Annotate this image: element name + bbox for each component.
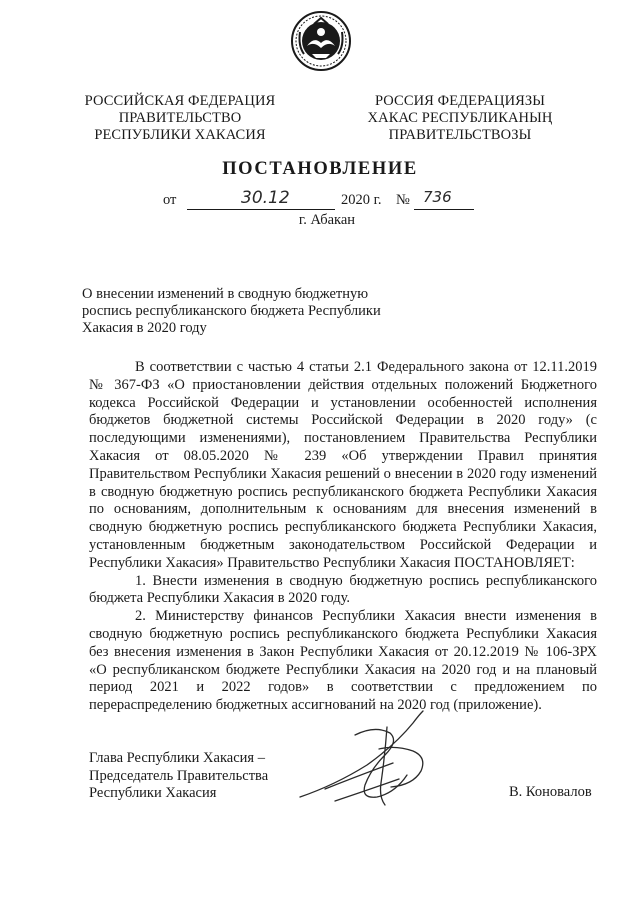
- body-paragraph-item-1: 1. Внести изменения в сводную бюджетную роспись республиканского бюджета Республики Хакасия в 2020 году.: [89, 572, 597, 607]
- handwritten-number: 736: [423, 188, 452, 206]
- year-text: 2020 г.: [341, 192, 382, 208]
- signatory-title-line-3: Республики Хакасия: [89, 785, 217, 801]
- document-type-title: ПОСТАНОВЛЕНИЕ: [222, 159, 418, 179]
- header-right-line-2: ХАКАС РЕСПУБЛИКАНЫҢ: [367, 110, 553, 126]
- signatory-title-line-1: Глава Республики Хакасия –: [89, 750, 265, 766]
- header-left-line-1: РОССИЙСКАЯ ФЕДЕРАЦИЯ: [84, 93, 276, 109]
- header-left-line-2: ПРАВИТЕЛЬСТВО: [118, 110, 242, 126]
- city-line: г. Абакан: [298, 212, 356, 228]
- header-left-line-3: РЕСПУБЛИКИ ХАКАСИЯ: [94, 127, 266, 143]
- header-right-line-1: РОССИЯ ФЕДЕРАЦИЯЗЫ: [374, 93, 546, 109]
- body-paragraph-preamble: В соответствии с частью 4 статьи 2.1 Федерального закона от 12.11.2019 № 367-ФЗ «О приостановлении действия отдельных положений Бюджетного кодекса Российской Федерации и установлении особенностей исполнения бюджетов бюджетной системы Российской Федерации в 2020 году» (с последующими изменениями), постановлением Правительства Республики Хакасия от 08.05.2020 № 239 «Об утверждении Правил принятия Правительством Республики Хакасия решений о внесении в 2020 году изменений в сводную бюджетную роспись республиканского бюджета Республики Хакасия по основаниям, дополнительным к основаниям для внесения изменений в сводную бюджетную роспись республиканского бюджета Республики Хакасия, установленным бюджетным законодательством Российской Федерации и Республики Хакасия» Правительство Республики Хакасия ПОСТАНОВЛЯЕТ:: [89, 359, 597, 571]
- header-left: [80, 93, 280, 144]
- signatory-name: В. Коновалов: [509, 784, 592, 800]
- coat-of-arms-icon: [290, 10, 352, 72]
- subject-line-2: роспись республиканского бюджета Республики: [82, 303, 381, 319]
- header-right-line-3: ПРАВИТЕЛЬСТВОЗЫ: [388, 127, 532, 143]
- handwritten-signature: [295, 705, 440, 815]
- document-subject: [82, 286, 382, 337]
- number-sign: №: [396, 192, 410, 208]
- number-underline: [414, 209, 474, 210]
- handwritten-date: 30.12: [241, 188, 290, 208]
- body-paragraph-item-2: 2. Министерству финансов Республики Хакасия внести изменения в сводную бюджетную роспись республиканского бюджета Республики Хакасия без внесения изменения в Закон Республики Хакасия от 20.12.2019 № 106-ЗРХ «О республиканском бюджете Республики Хакасия на 2020 год и на плановый период 2021 и 2022 годов» в соответствии с предложением по перераспределению бюджетных ассигнований на 2020 год (приложение).: [89, 608, 597, 714]
- subject-line-3: Хакасия в 2020 году: [82, 320, 207, 336]
- signatory-title-line-2: Председатель Правительства: [89, 767, 269, 784]
- date-prefix: от: [163, 192, 177, 208]
- subject-line-1: О внесении изменений в сводную бюджетную: [82, 286, 369, 302]
- document-body: [89, 359, 597, 715]
- signatory-title: [89, 750, 268, 803]
- header-right: [360, 93, 560, 144]
- date-underline: [187, 209, 335, 210]
